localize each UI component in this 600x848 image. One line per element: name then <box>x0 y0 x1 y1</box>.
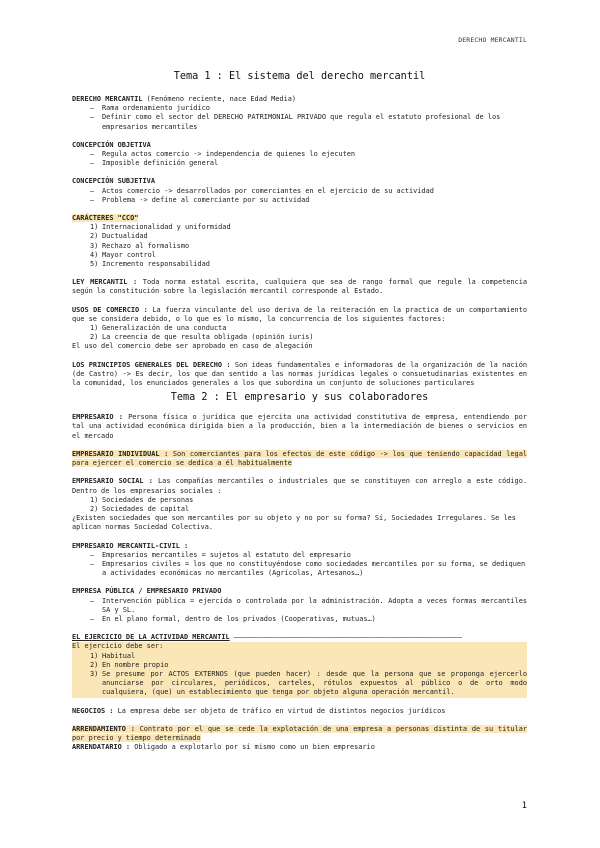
section-heading: EMPRESA PÚBLICA / EMPRESARIO PRIVADO <box>72 587 222 596</box>
section-heading: LOS PRINCIPIOS GENERALES DEL DERECHO : <box>72 360 231 369</box>
section-text: Contrato por el que se cede la explotación de una empresa a personas distinta de su titular por precio y tiempo determinado <box>72 724 528 742</box>
list-item: 1) Generalización de una conducta <box>90 324 227 333</box>
derecho-mercantil-section <box>72 95 527 132</box>
negocios-paragraph <box>72 707 527 716</box>
list-item: 2) La creencia de que resulta obligada (opinión iuris) <box>90 333 314 342</box>
list-item: – Empresarios civiles = los que no constituyéndose como sociedades mercantiles por su forma, se dediquen a actividades económicas no mercantiles (Agrícolas, Artesanos…) <box>72 560 527 578</box>
section-text: Son comerciantes para los efectos de este código -> los que teniendo capacidad legal para ejercer el comercio se dedica a él habitualmente <box>72 449 528 468</box>
list-item: 2) En nombre propio <box>90 660 169 669</box>
list-item: 2) Ductualidad <box>90 232 148 241</box>
section-text: Toda norma estatal escrita, cualquiera que sea de rango formal que regule la competencia según la constitución sobre la legislación mercantil corresponde al Estado. <box>72 278 527 296</box>
section-heading: EL EJERCICIO DE LA ACTIVIDAD MERCANTIL <box>72 633 230 642</box>
section-heading: EMPRESARIO SOCIAL : <box>72 477 153 486</box>
section-text: La empresa debe ser objeto de tráfico en virtud de distintos negocios jurídicos <box>113 706 446 715</box>
list-item: 1) Habitual <box>90 651 136 660</box>
section-heading: EMPRESARIO : <box>72 413 123 422</box>
list-item: 3) Rechazo al formalismo <box>90 241 190 250</box>
list-item: – Empresarios mercantiles = sujetos al estatuto del empresario <box>72 551 527 560</box>
list-item: – Problema -> define al comerciante por su actividad <box>72 196 527 205</box>
empresa-publica-section <box>72 587 527 624</box>
empresario-paragraph <box>72 413 527 441</box>
section-heading: USOS DE COMERCIO : <box>72 305 148 314</box>
tema2-title: Tema 2 : El empresario y sus colaboradores <box>170 392 429 404</box>
list-item: 2) Sociedades de capital <box>90 504 190 513</box>
section-heading: ARRENDATARIO : <box>72 743 131 752</box>
section-text: El uso del comercio debe ser aprobado en caso de alegación <box>72 342 313 351</box>
arrendamiento-paragraph <box>72 725 527 753</box>
divider-line: ––––––––––––––––––––––––––––––––––––––––––––––––––––––– <box>229 633 462 642</box>
empresario-individual-paragraph <box>72 450 527 468</box>
section-text: Persona física o jurídica que ejercita una actividad constitutiva de empresa, entendiendo por tal una actividad económica dirigida bien a la producción, bien a la intermediación de bienes o servicios en el mercado <box>72 413 527 440</box>
list-item: – Regula actos comercio -> independencia de quienes lo ejecuten <box>72 150 527 159</box>
empresario-social-section <box>72 477 527 532</box>
list-item: – Actos comercio -> desarrollados por comerciantes en el ejercicio de su actividad <box>72 187 527 196</box>
section-heading: CONCEPCIÓN SUBJETIVA <box>72 177 155 186</box>
section-text: La fuerza vinculante del uso deriva de la reiteración en la practica de un comportamiento que se considera debido, o lo que es lo mismo, la concurrencia de los siguientes factores: <box>72 305 527 323</box>
list-item: – Definir como el sector del DERECHO PATRIMONIAL PRIVADO que regula el estatuto profesional de los empresarios mercantiles <box>72 113 527 131</box>
running-header: DERECHO MERCANTIL <box>458 36 527 44</box>
ejercicio-section <box>72 633 527 697</box>
page-content <box>72 70 527 752</box>
list-item: 5) Incremento responsabilidad <box>90 260 210 269</box>
section-text: ¿Existen sociedades que son mercantiles por su objeto y no por su forma? Sí, Sociedades Irregulares. Se les aplican normas Sociedad Colectiva. <box>72 514 516 532</box>
usos-comercio-section <box>72 306 527 352</box>
mercantil-civil-section <box>72 542 527 579</box>
tema1-title: Tema 1 : El sistema del derecho mercantil <box>173 71 426 82</box>
section-text: Son ideas fundamentales e informadoras de la organización de la nación (de Castro) -> Es decir, los que dan sentido a las normas jurídicas legales o consuetudinarias existentes en la comunidad, los enunciados generales a los que subordina un conjunto de soluciones particulares <box>72 360 527 388</box>
section-heading: EMPRESARIO MERCANTIL-CIVIL : <box>72 541 189 550</box>
ley-mercantil-paragraph <box>72 278 527 296</box>
section-text: (Fenómeno reciente, nace Edad Media) <box>142 95 297 103</box>
list-item: – Rama ordenamiento jurídico <box>72 104 527 113</box>
section-heading: CONCEPCIÓN OBJETIVA <box>72 140 151 149</box>
caracteres-section <box>72 214 527 269</box>
concepcion-subjetiva-section <box>72 177 527 205</box>
list-item: 1) Internacionalidad y uniformidad <box>90 223 231 232</box>
section-text: Obligado a explotarlo por sí mismo como un bien empresario <box>130 743 375 752</box>
list-item: – En el plano formal, dentro de los privados (Cooperativas, mutuas…) <box>72 615 527 624</box>
section-heading: EMPRESARIO INDIVIDUAL : <box>72 449 169 458</box>
section-heading: DERECHO MERCANTIL <box>72 95 143 103</box>
section-heading: NEGOCIOS : <box>72 706 114 715</box>
list-item: 4) Mayor control <box>90 250 156 259</box>
section-heading: ARRENDAMIENTO : <box>72 724 135 733</box>
concepcion-objetiva-section <box>72 141 527 169</box>
section-text: Las compañías mercantiles o industriales que se constituyen con arreglo a este código. Dentro de los empresarios sociales : <box>72 477 527 495</box>
section-heading: CARÁCTERES "CCO" <box>72 214 139 223</box>
section-text: El ejercicio debe ser: <box>72 642 164 651</box>
list-item: – Imposible definición general <box>72 159 527 168</box>
principios-paragraph <box>72 361 527 389</box>
section-heading: LEY MERCANTIL : <box>72 278 138 287</box>
page-number: 1 <box>521 801 527 811</box>
list-item: – Intervención pública = ejercida o controlada por la administración. Adopta a veces formas mercantiles SA y SL. <box>72 597 527 615</box>
list-item: 1) Sociedades de personas <box>90 495 194 504</box>
list-item: 3) Se presume por ACTOS EXTERNOS (que pueden hacer) : desde que la persona que se proponga ejercerlo anunciarse por circulares, periódicos, carteles, rótulos expuestos al público o de orto modo cualquiera, (que) un establecimiento que tenga por objeto alguna operación mercantil. <box>90 669 527 697</box>
